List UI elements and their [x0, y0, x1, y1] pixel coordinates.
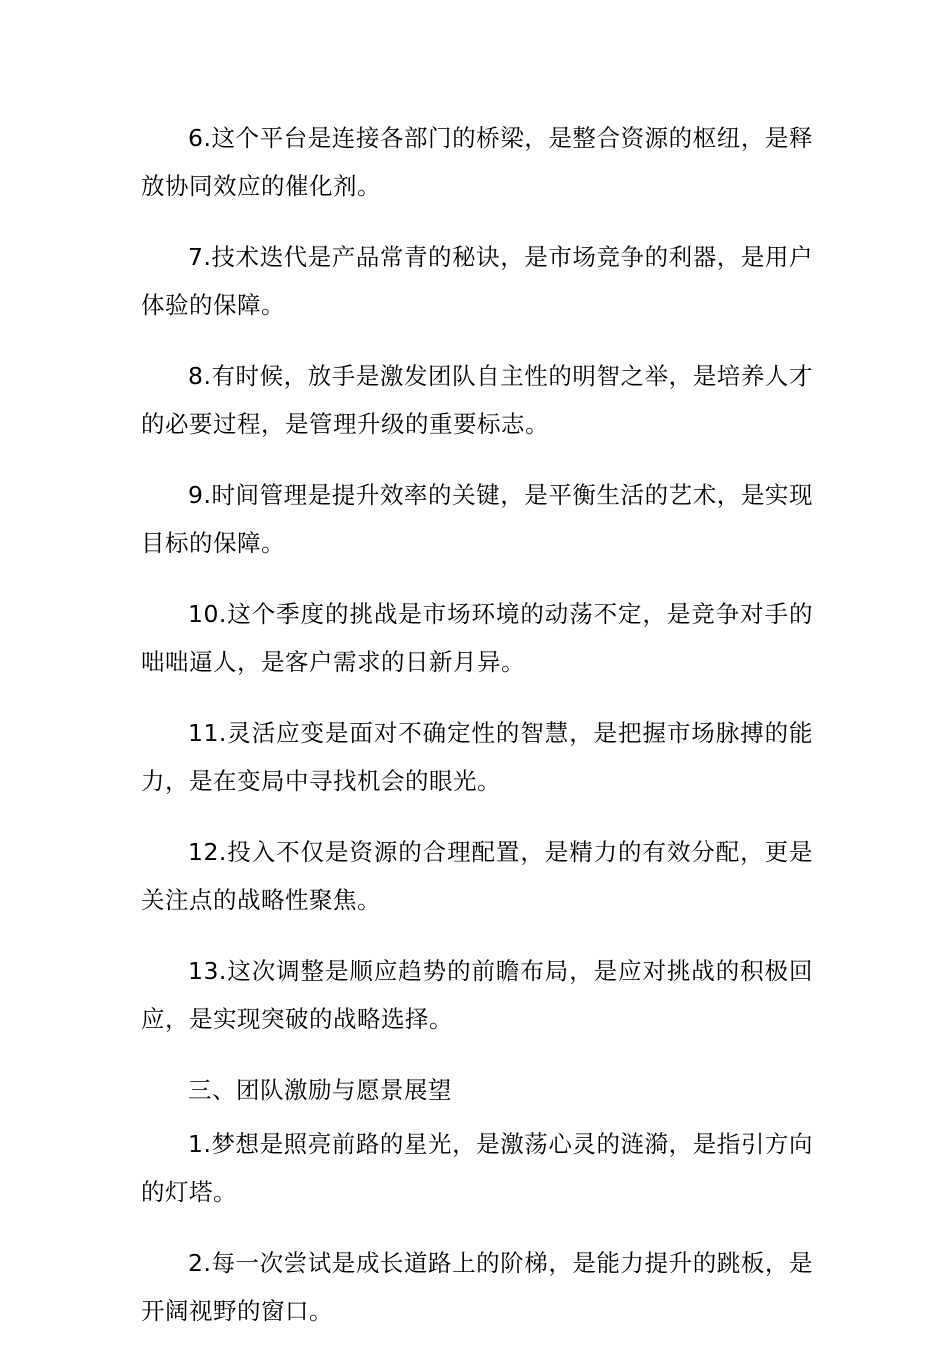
paragraph-7: 7.技术迭代是产品常青的秘诀，是市场竞争的利器，是用户体验的保障。 [141, 243, 813, 319]
section-paragraph-2: 2.每一次尝试是成长道路上的阶梯，是能力提升的跳板，是开阔视野的窗口。 [141, 1249, 813, 1325]
document-body [141, 114, 813, 1358]
paragraph-11: 11.灵活应变是面对不确定性的智慧，是把握市场脉搏的能力，是在变局中寻找机会的眼光。 [141, 719, 813, 795]
paragraph-13: 13.这次调整是顺应趋势的前瞻布局，是应对挑战的积极回应，是实现突破的战略选择。 [141, 957, 813, 1033]
paragraph-9: 9.时间管理是提升效率的关键，是平衡生活的艺术，是实现目标的保障。 [141, 481, 813, 557]
paragraph-8: 8.有时候，放手是激发团队自主性的明智之举，是培养人才的必要过程，是管理升级的重要标志。 [141, 362, 813, 438]
paragraph-6: 6.这个平台是连接各部门的桥梁，是整合资源的枢纽，是释放协同效应的催化剂。 [141, 124, 813, 200]
paragraph-10: 10.这个季度的挑战是市场环境的动荡不定，是竞争对手的咄咄逼人，是客户需求的日新月异。 [141, 600, 813, 676]
section-heading: 三、团队激励与愿景展望 [188, 1076, 452, 1104]
paragraph-12: 12.投入不仅是资源的合理配置，是精力的有效分配，更是关注点的战略性聚焦。 [141, 838, 813, 914]
section-paragraph-1: 1.梦想是照亮前路的星光，是激荡心灵的涟漪，是指引方向的灯塔。 [141, 1130, 813, 1206]
